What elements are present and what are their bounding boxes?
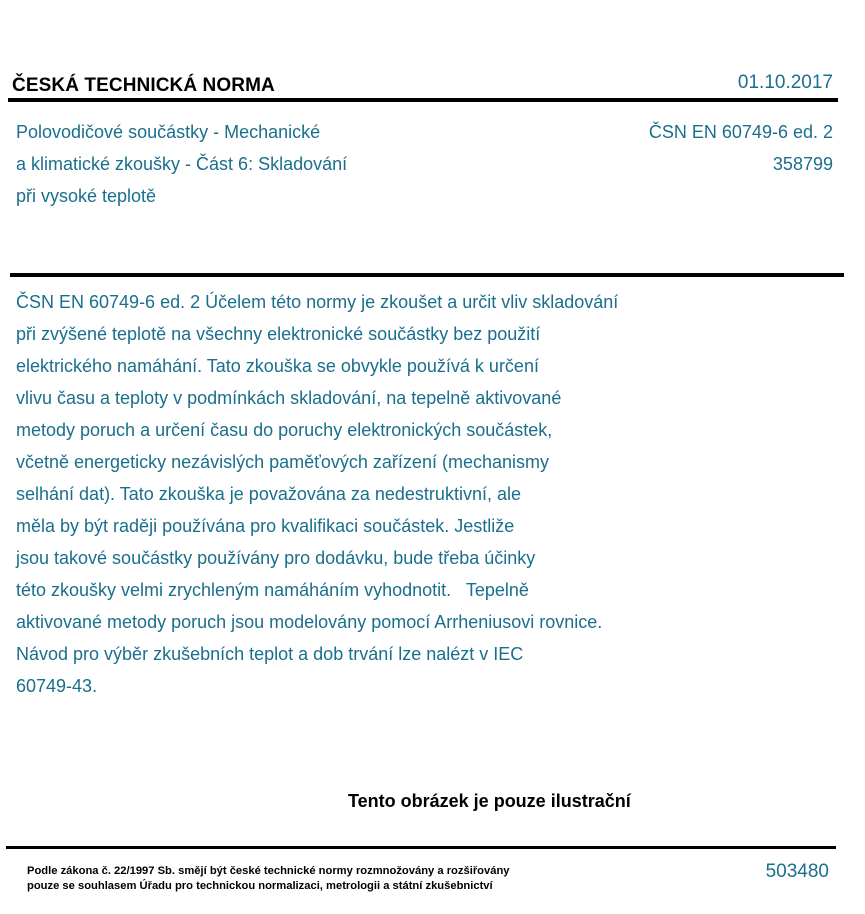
standard-id: ČSN EN 60749-6 ed. 2: [648, 122, 833, 142]
abstract-line: 60749-43.: [16, 676, 98, 696]
abstract-line: metody poruch a určení času do poruchy elektronických součástek,: [16, 420, 553, 440]
footer-rule: [6, 846, 836, 849]
document-identifiers: [649, 116, 833, 180]
header-rule: [8, 98, 838, 102]
abstract-line: aktivované metody poruch jsou modelovány pomocí Arrheniusovi rovnice.: [16, 612, 603, 632]
abstract-line: Návod pro výběr zkušebních teplot a dob trvání lze nalézt v IEC: [16, 644, 524, 664]
illustration-notice: Tento obrázek je pouze ilustrační: [348, 791, 631, 811]
legal-notice-line: Podle zákona č. 22/1997 Sb. smějí být české technické normy rozmnožovány a rozšiřovány: [27, 865, 510, 877]
abstract-line: ČSN EN 60749-6 ed. 2 Účelem této normy je zkoušet a určit vliv skladování: [16, 292, 619, 312]
abstract-line: elektrického namáhání. Tato zkouška se obvykle používá k určení: [16, 356, 539, 376]
document-title-line: při vysoké teplotě: [16, 186, 157, 206]
abstract-line: měla by být raději používána pro kvalifikaci součástek. Jestliže: [16, 516, 515, 536]
publication-date: 01.10.2017: [737, 72, 833, 93]
document-title-line: a klimatické zkoušky - Část 6: Skladování: [16, 154, 348, 174]
abstract-line: vlivu času a teploty v podmínkách skladování, na tepelně aktivované: [16, 388, 562, 408]
document-title: [16, 116, 347, 212]
abstract-line: této zkoušky velmi zrychleným namáháním vyhodnotit. Tepelně: [16, 580, 529, 600]
page-header-title: ČESKÁ TECHNICKÁ NORMA: [12, 75, 275, 96]
footer-code: 503480: [765, 861, 829, 882]
document-title-line: Polovodičové součástky - Mechanické: [16, 122, 321, 142]
abstract-line: selhání dat). Tato zkouška je považována za nedestruktivní, ale: [16, 484, 521, 504]
abstract-line: při zvýšené teplotě na všechny elektronické součástky bez použití: [16, 324, 541, 344]
section-rule: [10, 273, 844, 277]
abstract-line: včetně energeticky nezávislých paměťových zařízení (mechanismy: [16, 452, 549, 472]
abstract-text: [16, 286, 618, 702]
abstract-line: jsou takové součástky používány pro dodávku, bude třeba účinky: [16, 548, 536, 568]
legal-notice: [27, 864, 510, 894]
catalog-number: 358799: [772, 154, 833, 174]
legal-notice-line: pouze se souhlasem Úřadu pro technickou normalizaci, metrologii a státní zkušebnictví: [27, 880, 493, 892]
